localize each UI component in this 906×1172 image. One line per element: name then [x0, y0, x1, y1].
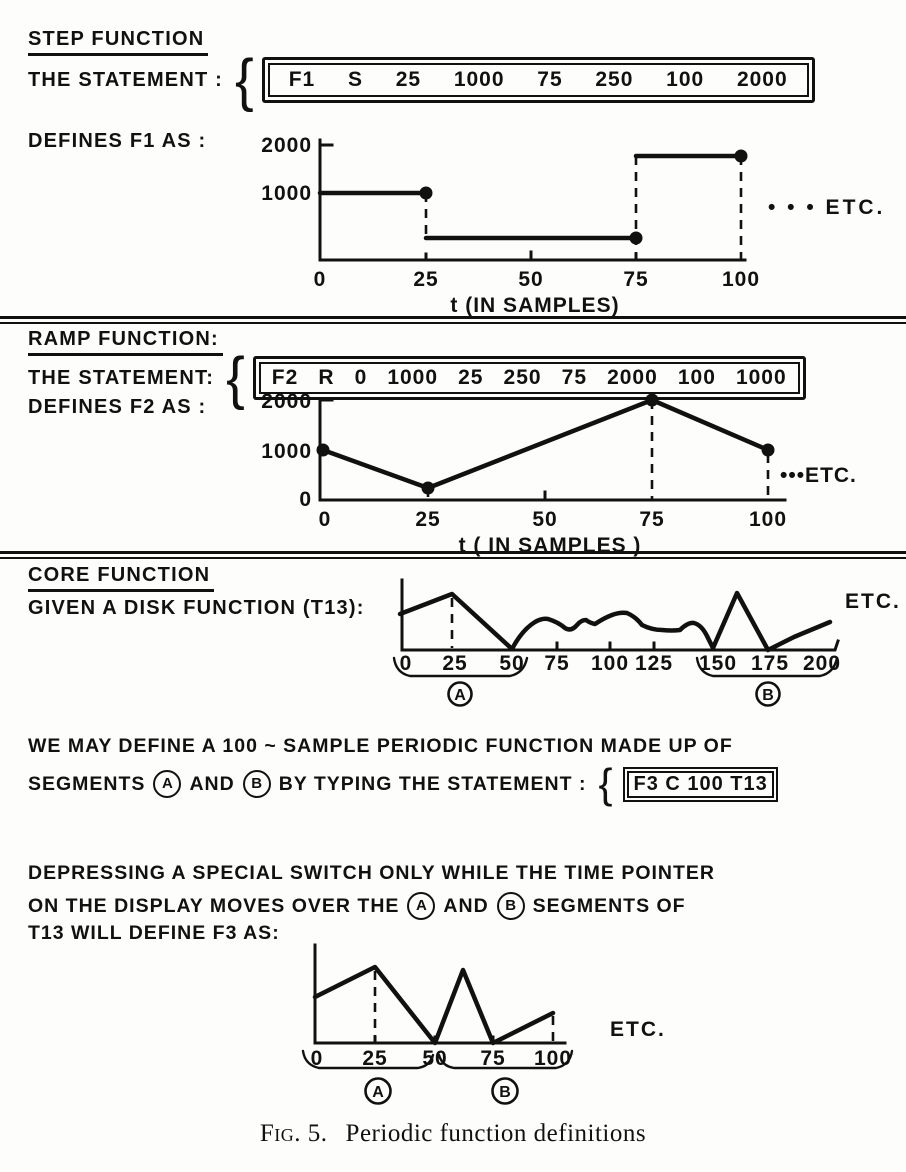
stmt-token: 75: [537, 68, 563, 91]
f3-statement-box: F3 C 100 T13: [623, 767, 777, 802]
ramp-etc-label: •••ETC.: [780, 464, 857, 487]
core-section-title: CORE FUNCTION: [28, 564, 214, 592]
step-statement-label: THE STATEMENT :: [28, 68, 224, 91]
define-line2-suffix: BY TYPING THE STATEMENT :: [278, 772, 587, 795]
segment-b-badge: B: [497, 892, 525, 920]
ramp-ytick-label: 1000: [261, 440, 312, 463]
ramp-section-title: RAMP FUNCTION:: [28, 328, 223, 356]
switch-line2-and: AND: [443, 894, 489, 917]
f3-result-plot: [280, 938, 710, 1116]
define-paragraph-line1: WE MAY DEFINE A 100 ~ SAMPLE PERIODIC FUNCTION MADE UP OF: [28, 735, 733, 757]
switch-line2-suffix: SEGMENTS OF: [532, 894, 686, 917]
f3-xtick-label: 75: [480, 1047, 506, 1070]
core-segment-b-badge: [757, 683, 780, 706]
step-plot-function-line: [320, 156, 741, 238]
stmt-token: 75: [561, 366, 587, 389]
step-plot-dashed-guides: [426, 156, 741, 260]
figure-caption: [0, 1120, 906, 1148]
ramp-statement-label: THE STATEMENT:: [28, 366, 215, 389]
svg-text:A: A: [372, 1084, 384, 1101]
figure-caption-text: Periodic function definitions: [345, 1120, 647, 1147]
stmt-token: F2: [271, 366, 299, 389]
stmt-token: 100: [677, 366, 716, 389]
section-divider: [0, 551, 906, 559]
f3-xtick-label: 0: [310, 1047, 324, 1070]
step-ytick-label: 2000: [261, 134, 312, 157]
stmt-token: 25: [395, 68, 422, 91]
core-plot-function-curve: [400, 593, 830, 650]
ramp-defines-label: DEFINES F2 AS :: [28, 396, 207, 418]
core-function-plot: [390, 572, 906, 714]
core-xtick-label: 150: [698, 652, 738, 675]
step-open-brace: {: [235, 46, 254, 113]
ramp-plot-dashed-guides: [428, 400, 768, 500]
segment-b-badge: B: [243, 770, 271, 798]
stmt-token: 250: [503, 366, 542, 389]
core-segment-a-badge: [449, 683, 472, 706]
step-statement-box: [262, 57, 815, 103]
segment-a-badge: A: [153, 770, 181, 798]
ramp-xtick-label: 50: [532, 508, 558, 531]
stmt-token: F1: [288, 68, 316, 91]
svg-text:B: B: [499, 1084, 511, 1101]
step-xaxis-title: t (IN SAMPLES): [450, 294, 620, 317]
ramp-xtick-label: 75: [639, 508, 665, 531]
stmt-token: 100: [666, 68, 705, 91]
ramp-xaxis-title: t ( IN SAMPLES ): [458, 534, 642, 557]
switch-paragraph-line3: T13 WILL DEFINE F3 AS:: [28, 922, 280, 944]
ramp-open-brace: {: [226, 344, 245, 411]
section-divider: [0, 316, 906, 324]
ramp-plot-function-line: [323, 400, 768, 488]
core-xtick-label: 75: [544, 652, 570, 675]
step-xtick-label: 100: [721, 268, 761, 291]
ramp-function-plot: [135, 392, 906, 560]
stmt-token: 1000: [735, 366, 787, 389]
ramp-xtick-label: 25: [415, 508, 441, 531]
f3-etc-label: ETC.: [610, 1018, 666, 1041]
core-xtick-label: 50: [499, 652, 525, 675]
f3-xtick-label: 50: [422, 1047, 448, 1070]
step-etc-label: • • • ETC.: [768, 196, 886, 219]
core-xtick-label: 175: [750, 652, 790, 675]
stmt-token: 250: [595, 68, 634, 91]
figure-caption-number: Fig. 5.: [259, 1120, 328, 1147]
stmt-token: 0: [354, 366, 368, 389]
stmt-token: 1000: [453, 68, 505, 91]
step-xtick-label: 50: [518, 268, 544, 291]
f3-plot-dashed-guides: [375, 971, 553, 1042]
switch-line2-prefix: ON THE DISPLAY MOVES OVER THE: [28, 894, 400, 917]
f3-plot-function-line: [315, 967, 553, 1043]
step-ytick-label: 1000: [261, 182, 312, 205]
step-plot-breakpoint-dots: [420, 150, 748, 245]
stmt-token: R: [318, 366, 335, 389]
step-function-plot: [230, 126, 906, 322]
core-xtick-label: 25: [442, 652, 468, 675]
ramp-xtick-label: 100: [748, 508, 788, 531]
step-defines-label: DEFINES F1 AS :: [28, 130, 207, 152]
core-xtick-label: 100: [590, 652, 630, 675]
step-xtick-label: 0: [313, 268, 327, 291]
stmt-token: S: [347, 68, 363, 91]
step-xtick-label: 75: [623, 268, 649, 291]
define-paragraph-line2: [28, 760, 778, 807]
switch-paragraph-line1: DEPRESSING A SPECIAL SWITCH ONLY WHILE THE TIME POINTER: [28, 862, 716, 884]
core-xtick-label: 0: [399, 652, 413, 675]
core-xtick-label: 200: [802, 652, 842, 675]
segment-a-badge: A: [407, 892, 435, 920]
stmt-token: 2000: [736, 68, 788, 91]
stmt-token: 2000: [607, 366, 658, 389]
switch-paragraph-line2: [28, 892, 686, 920]
svg-text:B: B: [762, 687, 774, 704]
ramp-ytick-label: 0: [299, 488, 312, 511]
step-xtick-label: 25: [413, 268, 439, 291]
ramp-ytick-label: 2000: [261, 390, 312, 413]
define-line2-and: AND: [189, 772, 235, 795]
f3-xtick-label: 25: [362, 1047, 388, 1070]
core-etc-label: ETC.: [845, 590, 901, 613]
define-line2-prefix: SEGMENTS: [28, 772, 146, 795]
f3-xtick-label: 100: [533, 1047, 573, 1070]
ramp-plot-axes: [320, 400, 785, 500]
step-statement-row: [28, 46, 815, 113]
step-section-title: STEP FUNCTION: [28, 28, 208, 56]
core-given-label: GIVEN A DISK FUNCTION (T13):: [28, 597, 365, 619]
core-xtick-label: 125: [634, 652, 674, 675]
stmt-token: 25: [458, 366, 484, 389]
f3-segment-a-badge: [366, 1079, 391, 1104]
f3-open-brace: {: [598, 760, 614, 807]
svg-text:A: A: [454, 687, 466, 704]
f3-segment-b-badge: [493, 1079, 518, 1104]
stmt-token: 1000: [387, 366, 439, 389]
ramp-xtick-label: 0: [318, 508, 332, 531]
